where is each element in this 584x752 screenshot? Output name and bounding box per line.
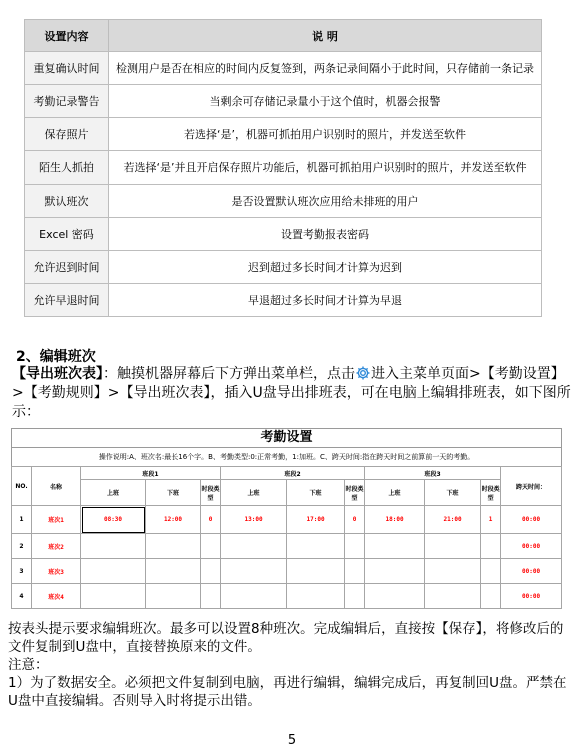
shift-cell[interactable] — [425, 534, 481, 559]
shift-no: 4 — [12, 584, 32, 609]
shift-cell[interactable] — [81, 534, 146, 559]
settings-row — [25, 217, 542, 250]
shift-cell[interactable] — [481, 534, 501, 559]
shift-cell[interactable] — [287, 534, 345, 559]
settings-desc: 若选择‘是’并且开启保存照片功能后，机器可抓拍用户识别时的照片，并发送至软件 — [109, 151, 542, 184]
shift-row — [12, 584, 562, 609]
settings-row — [25, 250, 542, 283]
sub-type-header: 时段类型 — [345, 480, 365, 506]
settings-desc: 若选择‘是’，机器可抓拍用户识别时的照片，并发送至软件 — [109, 118, 542, 151]
gear-icon — [355, 365, 371, 381]
sub-off-header: 下班 — [146, 480, 201, 506]
shift-no: 1 — [12, 506, 32, 534]
segment-header: 班段3 — [365, 467, 501, 480]
shift-cell[interactable] — [287, 559, 345, 584]
shift-name[interactable]: 班次4 — [32, 584, 81, 609]
settings-desc: 当剩余可存储记录量小于这个值时，机器会报警 — [109, 85, 542, 118]
shift-cross[interactable]: 00:00 — [501, 559, 562, 584]
settings-desc: 迟到超过多长时间才计算为迟到 — [109, 250, 542, 283]
shift-cell[interactable] — [425, 584, 481, 609]
instruction-text-b: 进入主菜单页面>【考勤设置】>【考勤规则】>【导出班次表】，插入U盘导出排班表，可在电脑上编辑排班表，如下图所示： — [12, 366, 571, 420]
shift-cell[interactable]: 21:00 — [425, 506, 481, 534]
shift-cell[interactable] — [201, 584, 221, 609]
settings-row — [25, 118, 542, 151]
shift-cell[interactable]: 18:00 — [365, 506, 425, 534]
shift-cell[interactable] — [365, 559, 425, 584]
shift-cell[interactable] — [481, 584, 501, 609]
section-heading: 2、编辑班次 — [16, 349, 96, 365]
sub-on-header: 上班 — [365, 480, 425, 506]
shift-cell[interactable] — [481, 559, 501, 584]
shift-row — [12, 534, 562, 559]
sub-off-header: 下班 — [287, 480, 345, 506]
sub-on-header: 上班 — [221, 480, 287, 506]
shift-cross[interactable]: 00:00 — [501, 506, 562, 534]
settings-header-desc: 说 明 — [109, 20, 542, 52]
note-item: 1）为了数据安全。必须把文件复制到电脑，再进行编辑，编辑完成后，再复制回U盘。严禁在U盘中直接编辑。否则导入时将提示出错。 — [8, 675, 567, 709]
settings-desc: 早退超过多长时间才计算为早退 — [109, 283, 542, 316]
shift-cell[interactable]: 0 — [201, 506, 221, 534]
notes-block — [8, 620, 574, 710]
shift-name[interactable]: 班次2 — [32, 534, 81, 559]
shift-row — [12, 559, 562, 584]
shift-cell[interactable] — [345, 534, 365, 559]
page-number: 5 — [287, 733, 297, 748]
note-label: 注意： — [8, 657, 49, 673]
settings-key: 考勤记录警告 — [25, 85, 109, 118]
settings-key: 允许早退时间 — [25, 283, 109, 316]
shift-cell[interactable] — [425, 559, 481, 584]
shift-cell[interactable] — [81, 559, 146, 584]
shift-cell[interactable] — [221, 584, 287, 609]
shift-cell[interactable] — [287, 584, 345, 609]
settings-row — [25, 151, 542, 184]
sub-on-header: 上班 — [81, 480, 146, 506]
shift-cell[interactable] — [221, 534, 287, 559]
settings-row — [25, 85, 542, 118]
shift-cell[interactable]: 12:00 — [146, 506, 201, 534]
edit-instructions: 按表头提示要求编辑班次。最多可以设置8种班次。完成编辑后，直接按【保存】，将修改后的文件复制到U盘中，直接替换原来的文件。 — [8, 621, 564, 655]
shift-cell[interactable] — [201, 559, 221, 584]
shift-cell[interactable]: 08:30 — [81, 506, 146, 534]
settings-key: 默认班次 — [25, 184, 109, 217]
shift-cell[interactable] — [365, 534, 425, 559]
settings-key: 陌生人抓拍 — [25, 151, 109, 184]
shift-cell[interactable] — [146, 534, 201, 559]
settings-row — [25, 184, 542, 217]
instruction-text-a: ：触摸机器屏幕后下方弹出菜单栏，点击 — [103, 366, 355, 382]
settings-header-key: 设置内容 — [25, 20, 109, 52]
shift-cell[interactable] — [201, 534, 221, 559]
sub-off-header: 下班 — [425, 480, 481, 506]
settings-desc: 设置考勤报表密码 — [109, 217, 542, 250]
shift-name[interactable]: 班次3 — [32, 559, 81, 584]
instruction-paragraph — [12, 365, 572, 422]
screenshot-note: 操作说明:A、班次名:最长16个字。B、考勤类型:0:正常考勤，1:加班。C、跨天时间:指在跨天时间之前算前一天的考勤。 — [11, 448, 562, 466]
settings-desc: 检测用户是否在相应的时间内反复签到，两条记录间隔小于此时间，只存储前一条记录 — [109, 52, 542, 85]
screenshot-title: 考勤设置 — [11, 428, 562, 448]
shift-name[interactable]: 班次1 — [32, 506, 81, 534]
sub-type-header: 时段类型 — [201, 480, 221, 506]
attendance-settings-screenshot — [11, 428, 562, 611]
shift-cross[interactable]: 00:00 — [501, 534, 562, 559]
shift-row — [12, 506, 562, 534]
shift-no: 3 — [12, 559, 32, 584]
shift-cell[interactable] — [146, 584, 201, 609]
shift-cell[interactable] — [221, 559, 287, 584]
shift-cell[interactable]: 13:00 — [221, 506, 287, 534]
col-no-header: NO. — [12, 467, 32, 506]
settings-table — [24, 19, 542, 317]
settings-key: 重复确认时间 — [25, 52, 109, 85]
segment-header: 班段2 — [221, 467, 365, 480]
shift-grid — [11, 466, 562, 609]
shift-cell[interactable] — [365, 584, 425, 609]
shift-cell[interactable]: 1 — [481, 506, 501, 534]
settings-row — [25, 283, 542, 316]
settings-key: Excel 密码 — [25, 217, 109, 250]
col-name-header: 名称 — [32, 467, 81, 506]
export-shift-label: 【导出班次表】 — [12, 366, 103, 382]
shift-cell[interactable] — [345, 584, 365, 609]
settings-key: 保存照片 — [25, 118, 109, 151]
sub-type-header: 时段类型 — [481, 480, 501, 506]
segment-header: 班段1 — [81, 467, 221, 480]
shift-cell[interactable] — [146, 559, 201, 584]
settings-header-row — [25, 20, 542, 52]
shift-cell[interactable]: 0 — [345, 506, 365, 534]
settings-desc: 是否设置默认班次应用给未排班的用户 — [109, 184, 542, 217]
shift-cell[interactable] — [81, 584, 146, 609]
col-cross-header: 跨天时间： — [501, 467, 562, 506]
shift-no: 2 — [12, 534, 32, 559]
shift-cross[interactable]: 00:00 — [501, 584, 562, 609]
shift-cell[interactable] — [345, 559, 365, 584]
settings-row — [25, 52, 542, 85]
settings-key: 允许迟到时间 — [25, 250, 109, 283]
shift-cell[interactable]: 17:00 — [287, 506, 345, 534]
